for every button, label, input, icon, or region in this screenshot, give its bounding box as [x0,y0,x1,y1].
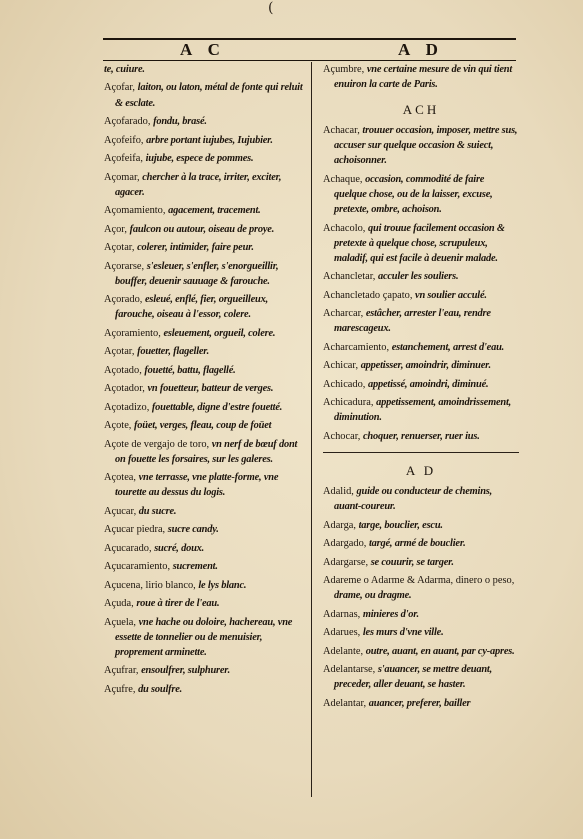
dictionary-entry [323,696,519,711]
dictionary-entry [104,114,304,129]
dictionary-entry [104,682,304,697]
left-column [104,62,304,700]
entry-headword: Achicadura, [323,397,374,409]
dictionary-entry [104,259,304,289]
entry-headword: Açomar, [104,171,140,183]
entry-definition: fouetter, flageller. [137,346,209,358]
entry-headword: Açotea, [104,472,137,484]
entry-definition: drame, ou dragme. [334,590,412,602]
entry-headword: Açotar, [104,346,135,358]
entry-definition: appetisser, amoindrir, diminuer. [360,360,491,372]
entry-headword: Achicar, [323,360,359,372]
dictionary-entry [104,344,304,359]
dictionary-entry [104,381,304,396]
entry-headword: Açofar, [104,82,136,94]
entry-definition: arbre portant iujubes, Iujubier. [146,134,273,146]
entry-headword: Açufrar, [104,665,139,677]
entry-headword: Adarga, [323,519,356,531]
entry-definition: vn soulier acculé. [415,289,487,301]
entry-headword: Açucena, lirio blanco, [104,579,196,591]
entry-headword: Acharcamiento, [323,341,390,353]
dictionary-entry [104,522,304,537]
running-head-right: A D [398,40,444,59]
entry-headword: Açucaramiento, [104,561,171,573]
dictionary-entry [104,326,304,341]
entry-headword: Achaque, [323,173,363,185]
entry-headword: Açor, [104,223,127,235]
dictionary-entry [104,62,304,77]
entry-headword: Adargado, [323,538,367,550]
dictionary-entry [104,80,304,110]
dictionary-entry [323,573,519,603]
entry-headword: Adalid, [323,486,354,498]
dictionary-entry [104,418,304,433]
dictionary-entry [104,363,304,378]
entry-headword: Açotado, [104,364,142,376]
entry-definition: foüet, verges, fleau, coup de foüet [134,420,272,432]
entry-definition: vne hache ou doloire, hachereau, vne essette de tonnelier ou de menuisier, proprement arminette. [115,616,293,658]
entry-definition: estanchement, arrest d'eau. [391,341,505,353]
dictionary-entry [323,358,519,373]
dictionary-entry [104,170,304,200]
dictionary-entry [323,172,519,217]
entry-headword: Açote de vergajo de toro, [104,438,210,450]
entry-headword: Açotar, [104,242,135,254]
entry-definition: appetissé, amoindri, diminué. [368,378,489,390]
right-column [323,62,519,714]
dictionary-entry [323,429,519,444]
header-underline [103,60,516,61]
entry-headword: Açoramiento, [104,327,161,339]
entry-definition: sucre candy. [167,524,219,536]
entry-definition: appetissement, amoindrissement, diminution. [334,397,512,424]
entry-headword: Achicado, [323,378,366,390]
column-divider [311,62,312,797]
entry-headword: Achacolo, [323,222,366,234]
running-head-left: A C [180,40,226,59]
entry-headword: Adelantar, [323,697,367,709]
ach-entries [323,123,519,444]
entry-definition: les murs d'vne ville. [362,627,444,639]
dictionary-entry [104,203,304,218]
dictionary-entry [323,625,519,640]
entry-definition: du soulfre. [138,683,183,695]
entry-definition: sucrement. [172,561,218,573]
dictionary-entry [104,470,304,500]
section-divider [323,452,519,453]
dictionary-entry [104,151,304,166]
entry-headword: Adargarse, [323,556,369,568]
entry-definition: du sucre. [138,505,177,517]
entry-definition: esleuement, orgueil, colere. [163,327,276,339]
right-column-top-entries [323,62,519,92]
entry-definition: esleué, enflé, fier, orgueilleux, farouche, oiseau à l'essor, colere. [115,294,268,321]
entry-definition: guide ou conducteur de chemins, auant-coureur. [334,486,493,513]
entry-definition: vne terrasse, vne platte-forme, vne tourette au dessus du logis. [115,472,279,499]
entry-definition: qui trouue facilement occasion & pretexte à quelque chose, scrupuleux, maladif, qui est facile à deuenir malade. [334,222,505,264]
dictionary-entry [323,123,519,168]
entry-definition: laiton, ou laton, métal de fonte qui reluit & esclate. [115,82,303,109]
dictionary-entry [104,596,304,611]
entry-headword: Açuela, [104,616,137,628]
entry-headword: Açotador, [104,383,145,395]
entry-headword: Açofarado, [104,116,151,128]
entry-headword: Açofeifa, [104,153,143,165]
dictionary-entry [323,340,519,355]
entry-definition: faulcon ou autour, oiseau de proye. [129,223,275,235]
entry-definition: targe, bouclier, escu. [358,519,443,531]
dictionary-entry [104,133,304,148]
entry-definition: vn nerf de bœuf dont on fouette les forsaires, sur les galeres. [115,438,298,465]
entry-headword: Açote, [104,420,132,432]
header-rule [103,38,516,40]
dictionary-entry [323,518,519,533]
dictionary-entry [104,541,304,556]
dictionary-entry [323,288,519,303]
entry-definition: choquer, renuerser, ruer ius. [362,430,480,442]
entry-definition: targé, armé de bouclier. [369,538,466,550]
entry-definition: roue à tirer de l'eau. [136,598,220,610]
dictionary-entry [323,306,519,336]
entry-headword: Adarues, [323,627,361,639]
dictionary-entry [323,607,519,622]
dictionary-entry [323,221,519,266]
entry-definition: acculer les souliers. [377,271,459,283]
dictionary-entry [104,578,304,593]
entry-headword: Adareme o Adarme & Adarma, dinero o peso, [323,575,515,587]
ad-entries [323,484,519,711]
entry-headword: Açotadizo, [104,401,150,413]
entry-definition: le lys blanc. [198,579,247,591]
entry-headword: Adelantarse, [323,664,376,676]
dictionary-entry [323,644,519,659]
entry-headword: Açumbre, [323,64,365,75]
entry-definition: trouuer occasion, imposer, mettre sus, accuser sur quelque occasion & suiect, achoisonner. [334,125,518,167]
entry-definition: outre, auant, en auant, par cy-apres. [365,645,515,657]
entry-headword: Açufre, [104,683,136,695]
dictionary-entry [323,395,519,425]
entry-definition: fondu, brasé. [153,116,207,128]
dictionary-entry [323,536,519,551]
entry-headword: Açorado, [104,294,143,306]
page-corner-mark: ( [268,0,274,16]
entry-headword: Açuda, [104,598,134,610]
entry-definition: ensoulfrer, sulphurer. [141,665,230,677]
entry-definition: iujube, espece de pommes. [145,153,254,165]
entry-definition: sucré, doux. [154,542,205,554]
entry-definition: agacement, tracement. [168,205,261,217]
entry-definition: auancer, preferer, bailler [368,697,471,709]
entry-definition: se couurir, se targer. [370,556,454,568]
entry-definition: colerer, intimider, faire peur. [137,242,254,254]
entry-headword: Adelante, [323,645,364,657]
entry-definition: fouettable, digne d'estre fouetté. [151,401,283,413]
entry-definition: te, cuiure. [104,64,145,75]
entry-definition: vn fouetteur, batteur de verges. [147,383,274,395]
entry-headword: Achocar, [323,430,361,442]
entry-headword: Açofeifo, [104,134,144,146]
dictionary-entry [104,663,304,678]
entry-definition: estâcher, arrester l'eau, rendre marescageux. [334,308,491,335]
dictionary-entry [323,62,519,92]
entry-headword: Adarnas, [323,608,361,620]
entry-headword: Achancletar, [323,271,376,283]
dictionary-entry [104,504,304,519]
dictionary-entry [104,400,304,415]
section-heading-ach: ACH [402,102,440,118]
dictionary-entry [323,377,519,392]
entry-headword: Achancletado çapato, [323,289,413,301]
entry-definition: fouetté, battu, flagellé. [144,364,236,376]
dictionary-entry [104,292,304,322]
dictionary-entry [323,555,519,570]
entry-definition: s'esleuer, s'enfler, s'enorgueillir, bouffer, deuenir sauuage & farouche. [115,260,279,287]
entry-headword: Acharcar, [323,308,364,320]
dictionary-entry [323,269,519,284]
entry-headword: Achacar, [323,125,360,137]
entry-headword: Açucarado, [104,542,152,554]
dictionary-entry [104,615,304,660]
entry-definition: occasion, commodité de faire quelque chose, ou de la laisser, excuse, pretexte, ombre, achoison. [334,173,493,216]
dictionary-entry [104,437,304,467]
section-heading-ad: A D [405,462,437,478]
entry-definition: minieres d'or. [362,608,419,620]
dictionary-entry [104,240,304,255]
entry-headword: Açorarse, [104,260,145,272]
dictionary-entry [323,662,519,692]
entry-definition: vne certaine mesure de vin qui tient enuiron la carte de Paris. [334,64,513,91]
entry-headword: Açucar piedra, [104,524,166,536]
dictionary-entry [104,222,304,237]
dictionary-entry [104,559,304,574]
entry-definition: chercher à la trace, irriter, exciter, agacer. [115,171,282,198]
entry-headword: Açomamiento, [104,205,166,217]
entry-definition: s'auancer, se mettre deuant, preceder, aller deuant, se haster. [334,664,493,691]
entry-headword: Açucar, [104,505,137,517]
dictionary-entry [323,484,519,514]
